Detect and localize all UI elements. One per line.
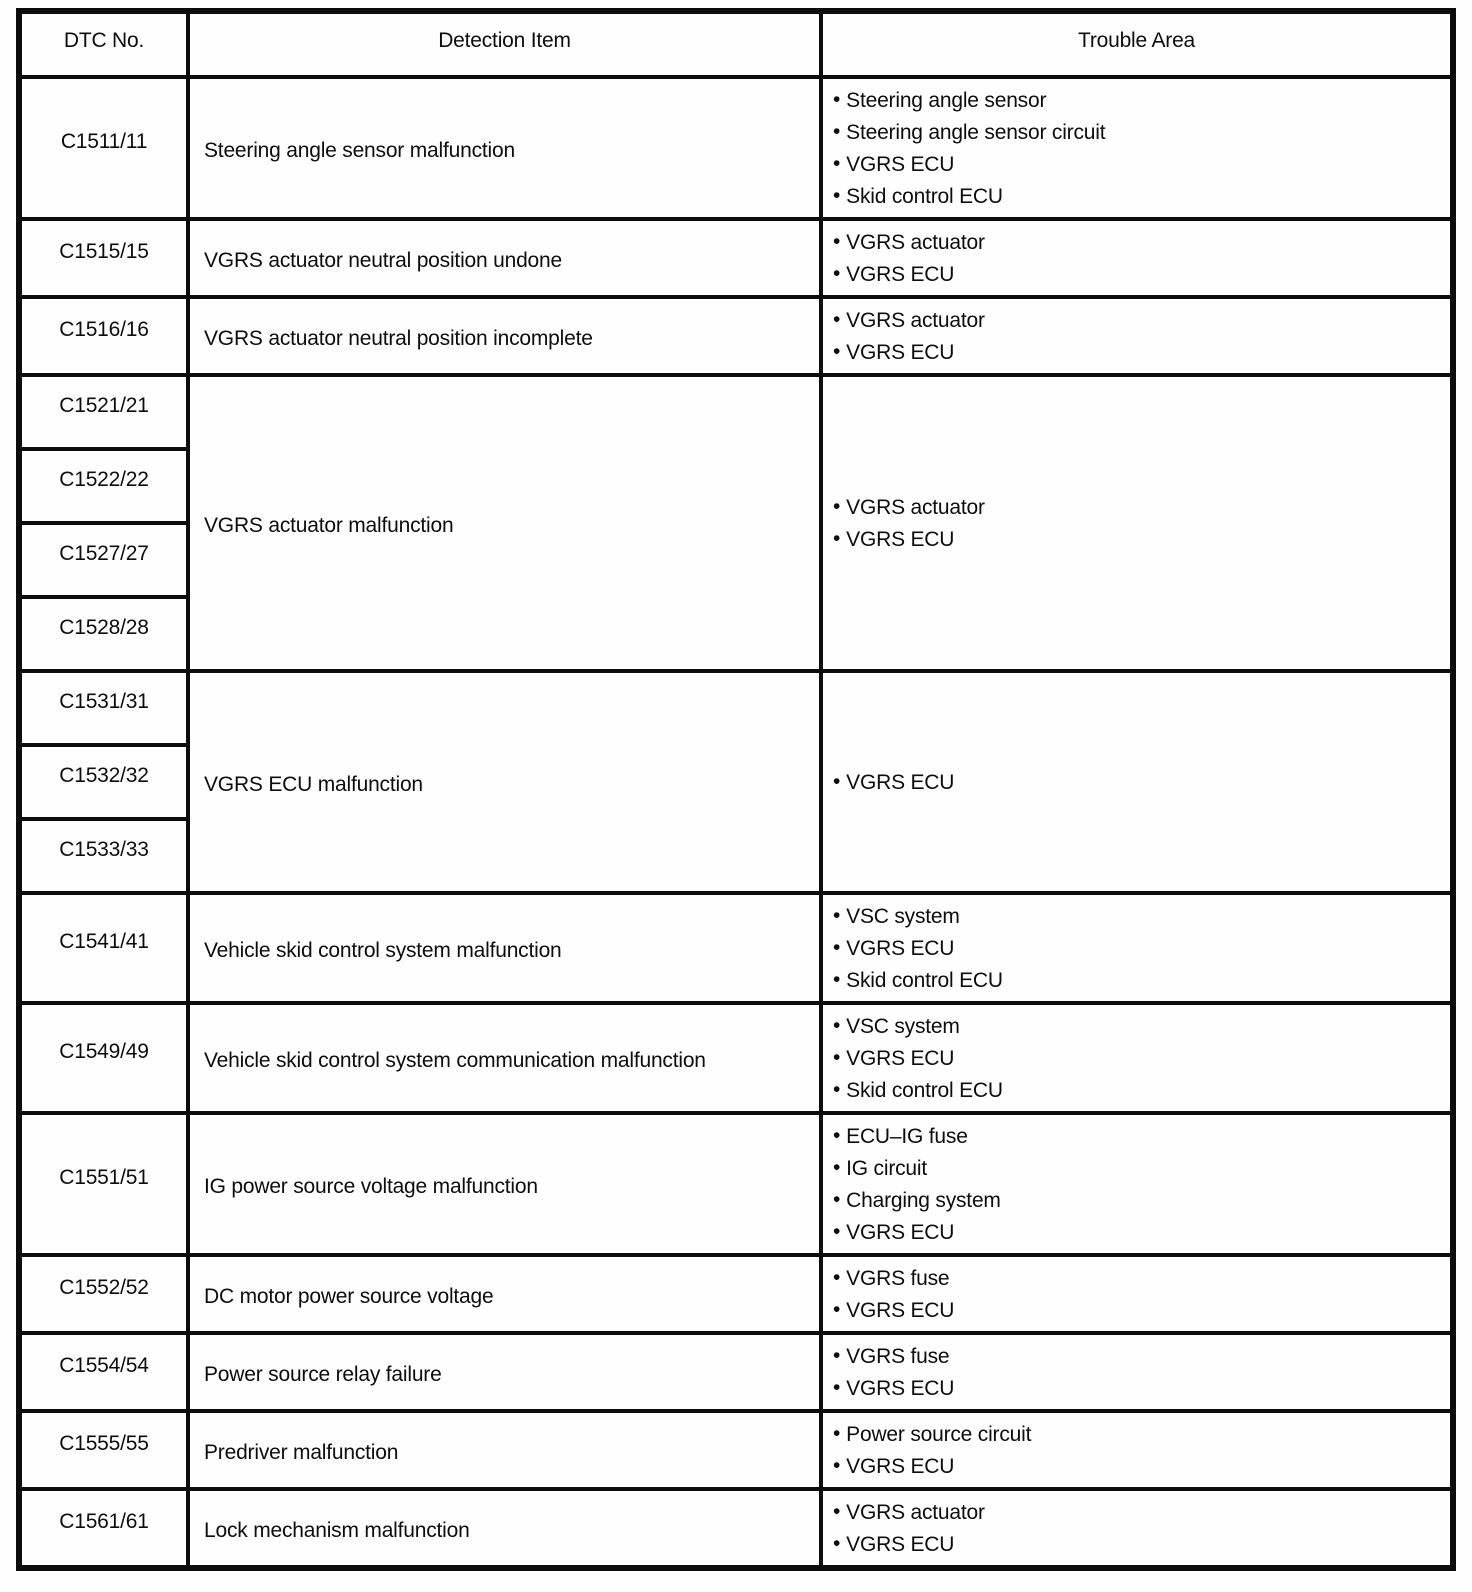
trouble-item: • Skid control ECU [833,965,1444,997]
trouble-list [833,1419,1444,1483]
trouble-item: • VGRS ECU [833,1451,1444,1483]
dtc-code: C1522/22 [19,449,188,523]
table-row [19,219,1453,297]
trouble-item: • Charging system [833,1185,1444,1217]
trouble-list [833,901,1444,997]
trouble-area-cell [821,1113,1453,1255]
trouble-item: • VGRS ECU [833,1043,1444,1075]
trouble-item: • VGRS ECU [833,524,1444,556]
trouble-list [833,85,1444,213]
trouble-list [833,1011,1444,1107]
trouble-area-cell [821,1411,1453,1489]
detection-item: Vehicle skid control system communication malfunction [188,1003,821,1113]
dtc-code: C1532/32 [19,745,188,819]
trouble-list [833,1497,1444,1561]
trouble-item: • VGRS fuse [833,1341,1444,1373]
trouble-item: • Steering angle sensor circuit [833,117,1444,149]
trouble-area-cell [821,893,1453,1003]
trouble-item: • VGRS actuator [833,492,1444,524]
dtc-code: C1549/49 [19,1003,188,1113]
trouble-item: • VGRS ECU [833,1217,1444,1249]
detection-item: Predriver malfunction [188,1411,821,1489]
dtc-code: C1551/51 [19,1113,188,1255]
dtc-code: C1528/28 [19,597,188,671]
trouble-list [833,1121,1444,1249]
table-row [19,1003,1453,1113]
trouble-item: • VGRS actuator [833,305,1444,337]
detection-item: VGRS actuator neutral position incomplete [188,297,821,375]
trouble-item: • VGRS ECU [833,767,1444,799]
trouble-list [833,305,1444,369]
detection-item: DC motor power source voltage [188,1255,821,1333]
trouble-item: • VGRS ECU [833,1295,1444,1327]
table-row [19,671,1453,745]
col-header-dtc-no: DTC No. [19,11,188,77]
trouble-list [833,767,1444,799]
detection-item: Steering angle sensor malfunction [188,77,821,219]
trouble-list [833,1263,1444,1327]
trouble-area-cell [821,1489,1453,1568]
trouble-item: • VGRS ECU [833,149,1444,181]
dtc-code: C1515/15 [19,219,188,297]
trouble-list [833,1341,1444,1405]
trouble-item: • VGRS ECU [833,259,1444,291]
trouble-area-cell [821,1255,1453,1333]
trouble-item: • Skid control ECU [833,181,1444,213]
dtc-code: C1554/54 [19,1333,188,1411]
trouble-item: • Skid control ECU [833,1075,1444,1107]
col-header-detection-item: Detection Item [188,11,821,77]
trouble-item: • Power source circuit [833,1419,1444,1451]
trouble-area-cell [821,77,1453,219]
dtc-code: C1516/16 [19,297,188,375]
trouble-item: • VGRS ECU [833,1373,1444,1405]
trouble-item: • ECU–IG fuse [833,1121,1444,1153]
dtc-code: C1555/55 [19,1411,188,1489]
dtc-code: C1531/31 [19,671,188,745]
header-row [19,11,1453,77]
dtc-code: C1521/21 [19,375,188,449]
trouble-area-cell [821,375,1453,671]
trouble-area-cell [821,297,1453,375]
trouble-item: • IG circuit [833,1153,1444,1185]
trouble-area-cell [821,1003,1453,1113]
detection-item: Power source relay failure [188,1333,821,1411]
table-row [19,1333,1453,1411]
table-row [19,1411,1453,1489]
detection-item: Vehicle skid control system malfunction [188,893,821,1003]
trouble-item: • VGRS ECU [833,933,1444,965]
trouble-list [833,227,1444,291]
detection-item: VGRS actuator neutral position undone [188,219,821,297]
table-row [19,77,1453,219]
table-row [19,1113,1453,1255]
trouble-item: • VGRS ECU [833,1529,1444,1561]
dtc-code: C1533/33 [19,819,188,893]
table-row [19,297,1453,375]
detection-item: Lock mechanism malfunction [188,1489,821,1568]
trouble-item: • VGRS fuse [833,1263,1444,1295]
trouble-area-cell [821,1333,1453,1411]
detection-item: VGRS ECU malfunction [188,671,821,893]
table-row [19,893,1453,1003]
trouble-item: • VSC system [833,901,1444,933]
dtc-code: C1552/52 [19,1255,188,1333]
dtc-code: C1527/27 [19,523,188,597]
detection-item: VGRS actuator malfunction [188,375,821,671]
trouble-area-cell [821,219,1453,297]
dtc-table [16,8,1456,1571]
dtc-code: C1561/61 [19,1489,188,1568]
trouble-item: • VGRS ECU [833,337,1444,369]
trouble-item: • VGRS actuator [833,1497,1444,1529]
dtc-code: C1541/41 [19,893,188,1003]
table-row [19,1255,1453,1333]
table-row [19,1489,1453,1568]
col-header-trouble-area: Trouble Area [821,11,1453,77]
detection-item: IG power source voltage malfunction [188,1113,821,1255]
table-row [19,375,1453,449]
trouble-item: • VSC system [833,1011,1444,1043]
trouble-list [833,492,1444,556]
dtc-code: C1511/11 [19,77,188,219]
trouble-item: • VGRS actuator [833,227,1444,259]
trouble-item: • Steering angle sensor [833,85,1444,117]
trouble-area-cell [821,671,1453,893]
